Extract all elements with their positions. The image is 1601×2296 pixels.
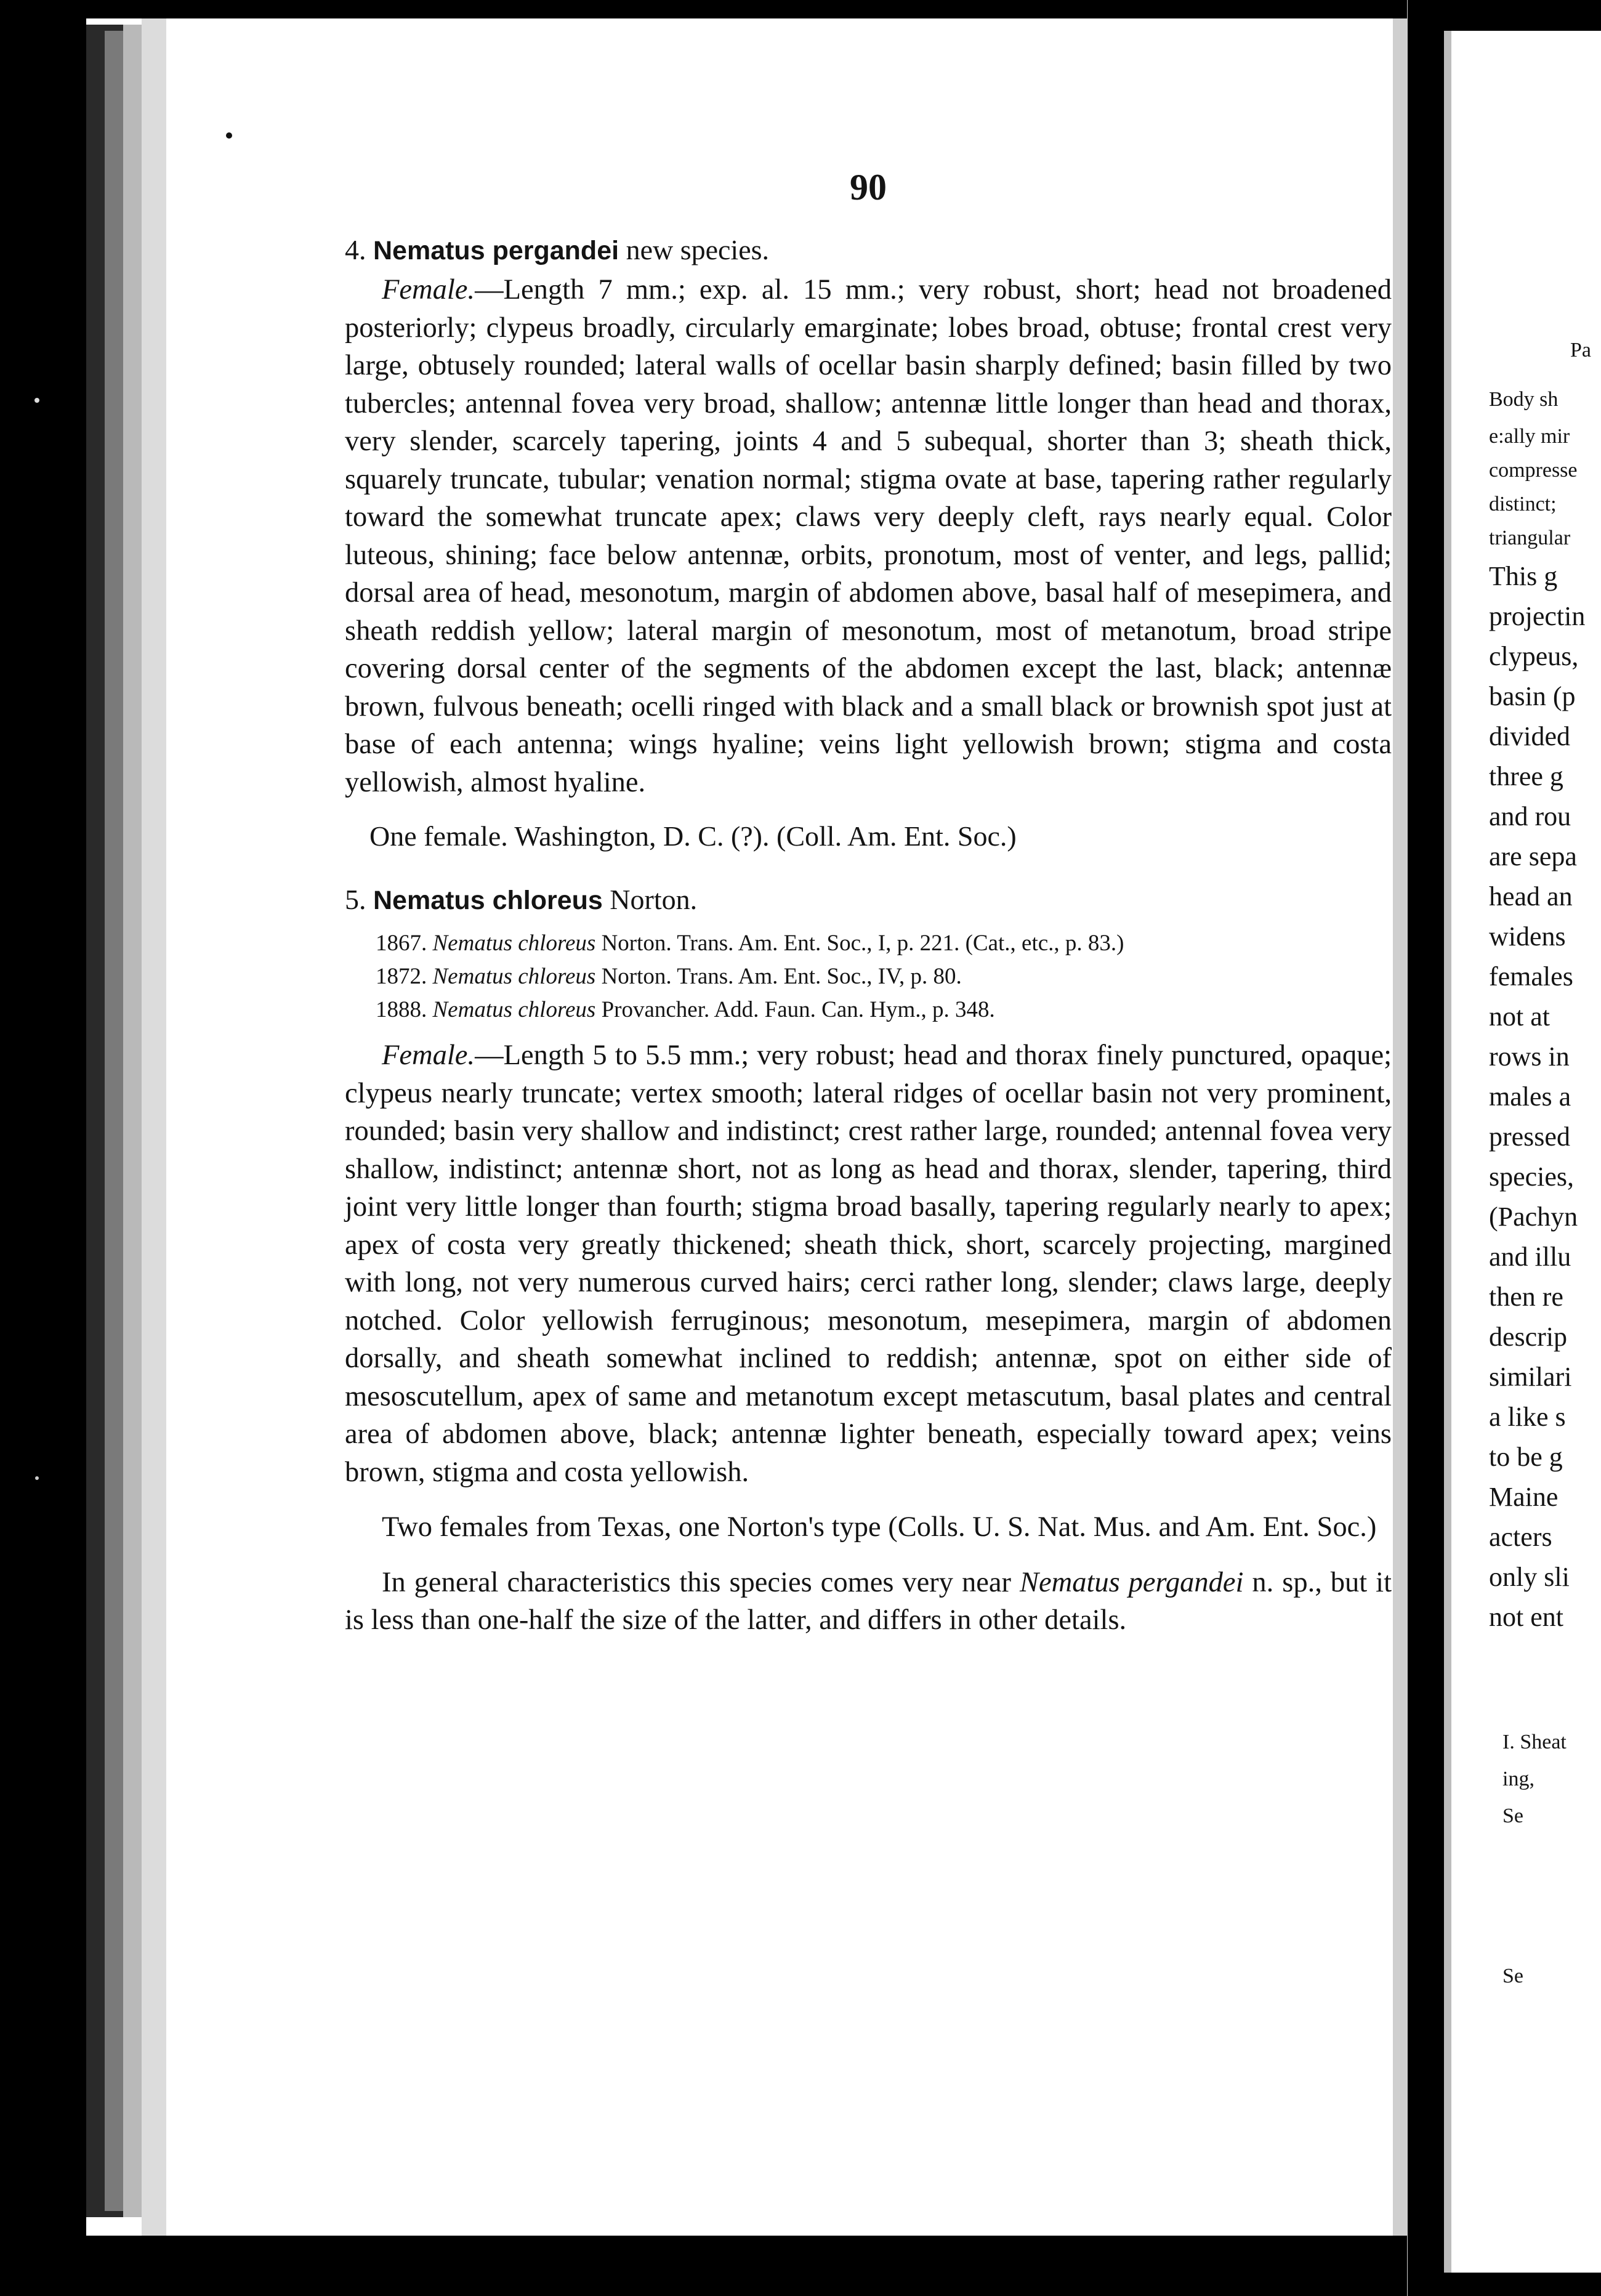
- description-body: —Length 5 to 5.5 mm.; very robust; head and thorax finely punctured, opaque; clypeus nearly truncate; vertex smooth; lateral ridges of ocellar basin not very prominent, rounded; basin very shallow and indistinct; crest rather large, rounded; antennal fovea very shallow, indistinct; antennæ short, not as long as head and thorax, slender, tapering, third joint very little longer than fourth; stigma broad basally, tapering regularly nearly to apex; apex of costa very greatly thickened; sheath thick, short, scarcely projecting, margined with long, not very numerous curved hairs; cerci rather long, slender; claws large, deeply notched. Color yellowish ferruginous; mesonotum, mesepimera, margin of abdomen dorsally, and sheath somewhat inclined to reddish; antennæ, spot on either side of mesoscutellum, apex of same and metanotum except metascutum, basal plates and central area of abdomen above, black; antennæ lighter beneath, especially toward apex; veins brown, stigma and costa yellowish.: [345, 1040, 1392, 1488]
- right-page-text-fragment: Body sh: [1489, 388, 1559, 411]
- right-page-text-fragment: This g: [1489, 561, 1558, 591]
- species-number: 5.: [345, 884, 366, 915]
- right-page-text-fragment: pressed: [1489, 1122, 1570, 1152]
- right-page-text-fragment: species,: [1489, 1162, 1575, 1192]
- reference-line: [376, 960, 1392, 993]
- species-heading-5: [345, 883, 1392, 916]
- page-number: 90: [850, 167, 887, 208]
- species-5-description: [345, 1037, 1392, 1491]
- species-5-references: [376, 927, 1392, 1027]
- reference-year: 1872.: [376, 964, 427, 989]
- right-page-text-fragment: e:ally mir: [1489, 425, 1570, 448]
- description-body: —Length 7 mm.; exp. al. 15 mm.; very robust, short; head not broadened posteriorly; clypeus broadly, circularly emarginate; lobes broad, obtuse; frontal crest very large, obtusely rounded; lateral walls of ocellar basin sharply defined; basin filled by two tubercles; antennal fovea very broad, shallow; antennæ little longer than head and thorax, very slender, scarcely tapering, joints 4 and 5 subequal, shorter than 3; sheath thick, squarely truncate, tubular; venation normal; stigma ovate at base, tapering rather regularly toward the somewhat truncate apex; claws very deeply cleft, rays nearly equal. Color luteous, shining; face below antennæ, orbits, pronotum, most of venter, and legs, pallid; dorsal area of head, mesonotum, margin of abdomen above, basal half of mesepimera, and sheath reddish yellow; lateral margin of mesonotum, most of metanotum, broad stripe covering dorsal center of the segments of the abdomen except the last, black; antennæ brown, fulvous beneath; ocelli ringed with black and a small black or brownish spot just at base of each antenna; wings hyaline; veins light yellowish brown; stigma and costa yellowish, almost hyaline.: [345, 274, 1392, 798]
- right-page-text-fragment: not at: [1489, 1001, 1550, 1032]
- description-lead: Female.: [382, 274, 475, 305]
- species-suffix: Norton.: [602, 884, 698, 915]
- reference-line: [376, 993, 1392, 1027]
- reference-year: 1867.: [376, 931, 427, 956]
- right-page-text-fragment: head an: [1489, 881, 1573, 912]
- right-page-text-fragment: then re: [1489, 1282, 1563, 1312]
- species-4-collection: One female. Washington, D. C. (?). (Coll. Am. Ent. Soc.): [369, 820, 1017, 852]
- reference-year: 1888.: [376, 997, 427, 1022]
- species-name: Nematus pergandei: [373, 236, 619, 265]
- reference-citation: Norton. Trans. Am. Ent. Soc., IV, p. 80.: [595, 964, 962, 989]
- right-page-text-fragment: Se: [1502, 1965, 1523, 1987]
- right-page-fragment: [1478, 314, 1601, 2162]
- species-number: 4.: [345, 234, 366, 265]
- right-page-text-fragment: similari: [1489, 1362, 1572, 1392]
- species-5-comparison: [345, 1564, 1392, 1639]
- reference-genus: Nematus chloreus: [432, 997, 596, 1022]
- right-page-text-fragment: distinct;: [1489, 493, 1557, 515]
- right-page-text-fragment: compresse: [1489, 459, 1578, 482]
- right-page-text-fragment: projectin: [1489, 601, 1586, 631]
- species-suffix: new species.: [619, 234, 770, 265]
- right-page-text-fragment: Maine: [1489, 1482, 1559, 1512]
- reference-genus: Nematus chloreus: [432, 964, 596, 989]
- reference-citation: Norton. Trans. Am. Ent. Soc., I, p. 221. (Cat., etc., p. 83.): [595, 931, 1124, 956]
- right-page-text-fragment: acters: [1489, 1522, 1552, 1552]
- right-page-text-fragment: divided: [1489, 721, 1570, 751]
- comparison-text: In general characteristics this species comes very near: [382, 1566, 1020, 1598]
- right-page-text-fragment: clypeus,: [1489, 641, 1579, 671]
- species-5-specimens: Two females from Texas, one Norton's type (Colls. U. S. Nat. Mus. and Am. Ent. Soc.): [382, 1511, 1377, 1543]
- comparison-genus: Nematus pergandei: [1019, 1566, 1244, 1598]
- right-page-text-fragment: Se: [1502, 1805, 1523, 1827]
- right-page-text-fragment: (Pachyn: [1489, 1202, 1578, 1232]
- right-page-text-fragment: to be g: [1489, 1442, 1563, 1472]
- right-page-text-fragment: and illu: [1489, 1242, 1571, 1272]
- right-page-text-fragment: ing,: [1502, 1768, 1534, 1790]
- comparison-text: n. sp., but it is less than one-half the size of the latter, and differs in other details.: [345, 1566, 1392, 1636]
- species-heading-4: [345, 233, 1392, 266]
- right-page-text-fragment: rows in: [1489, 1041, 1570, 1072]
- reference-citation: Provancher. Add. Faun. Can. Hym., p. 348.: [595, 997, 995, 1022]
- species-name: Nematus chloreus: [373, 886, 603, 915]
- right-page-text-fragment: three g: [1489, 761, 1563, 791]
- reference-line: [376, 927, 1392, 960]
- right-page-text-fragment: basin (p: [1489, 681, 1576, 711]
- right-page-text-fragment: I. Sheat: [1502, 1731, 1567, 1753]
- right-page-text-fragment: descrip: [1489, 1322, 1568, 1352]
- right-page-text-fragment: males a: [1489, 1081, 1571, 1112]
- right-page-text-fragment: are sepa: [1489, 841, 1577, 871]
- right-page-text-fragment: not ent: [1489, 1602, 1563, 1632]
- right-page-text-fragment: females: [1489, 961, 1573, 992]
- left-page-text: [345, 166, 1392, 1639]
- description-lead: Female.: [382, 1040, 475, 1071]
- right-page-text-fragment: Pa: [1570, 339, 1591, 362]
- species-4-description: [345, 271, 1392, 801]
- right-page-text-fragment: triangular: [1489, 527, 1571, 549]
- right-page-text-fragment: and rou: [1489, 801, 1571, 831]
- reference-genus: Nematus chloreus: [432, 931, 596, 956]
- right-page-text-fragment: only sli: [1489, 1562, 1570, 1592]
- right-page-text-fragment: widens: [1489, 921, 1566, 952]
- right-page-text-fragment: a like s: [1489, 1402, 1566, 1432]
